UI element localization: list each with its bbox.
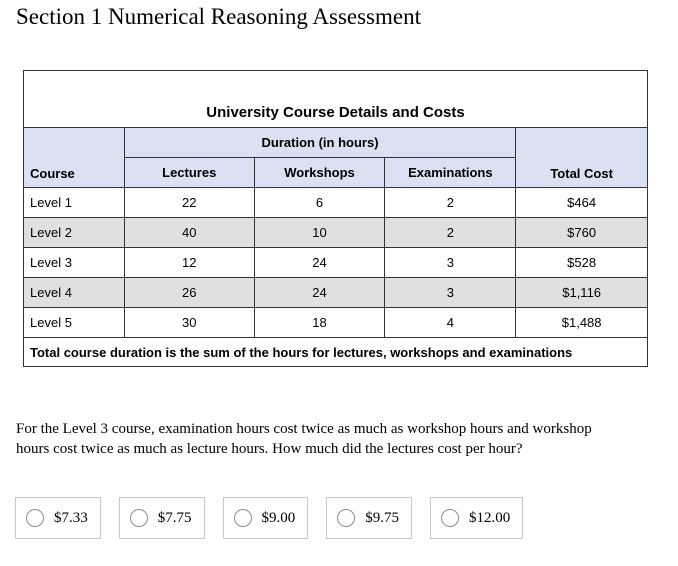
cell-examinations: 2 — [385, 188, 516, 218]
radio-button[interactable] — [26, 509, 44, 527]
answer-option[interactable] — [430, 497, 523, 539]
radio-button[interactable] — [337, 509, 355, 527]
cell-lectures: 26 — [124, 278, 254, 308]
question-text: For the Level 3 course, examination hours cost twice as much as workshop hours and workshop hours cost twice as much as lecture hours. How much did the lectures cost per hour? — [16, 421, 592, 457]
cell-total-cost: $464 — [516, 188, 648, 218]
answer-option[interactable] — [223, 497, 309, 539]
cell-total-cost: $1,488 — [516, 308, 648, 338]
cell-lectures: 40 — [124, 218, 254, 248]
cell-workshops: 10 — [254, 218, 385, 248]
answer-option-label: $9.00 — [261, 509, 296, 526]
table-footer-note: Total course duration is the sum of the hours for lectures, workshops and examinations — [24, 338, 648, 367]
column-header-examinations: Examinations — [385, 158, 516, 188]
table-row — [24, 218, 648, 248]
answer-option-label: $7.75 — [157, 509, 192, 526]
duration-header: Duration (in hours) — [124, 128, 515, 158]
cell-course: Level 5 — [24, 308, 125, 338]
cell-workshops: 24 — [254, 248, 385, 278]
column-header-lectures: Lectures — [124, 158, 254, 188]
cell-total-cost: $528 — [516, 248, 648, 278]
table-row — [24, 278, 648, 308]
cell-lectures: 12 — [124, 248, 254, 278]
answer-option[interactable] — [326, 497, 412, 539]
radio-button[interactable] — [441, 509, 459, 527]
cell-lectures: 30 — [124, 308, 254, 338]
table-row — [24, 188, 648, 218]
table-row — [24, 308, 648, 338]
cell-lectures: 22 — [124, 188, 254, 218]
cell-workshops: 24 — [254, 278, 385, 308]
radio-button[interactable] — [234, 509, 252, 527]
page-title: Section 1 Numerical Reasoning Assessment — [16, 4, 421, 29]
cell-course: Level 4 — [24, 278, 125, 308]
cell-course: Level 3 — [24, 248, 125, 278]
column-header-total-cost: Total Cost — [516, 128, 648, 188]
table-caption: University Course Details and Costs — [24, 71, 648, 128]
cell-examinations: 4 — [385, 308, 516, 338]
radio-button[interactable] — [130, 509, 148, 527]
cell-examinations: 3 — [385, 278, 516, 308]
answer-option-label: $9.75 — [365, 509, 399, 526]
cell-course: Level 1 — [24, 188, 125, 218]
course-details-table — [23, 70, 648, 367]
answer-option-label: $12.00 — [469, 509, 511, 526]
cell-workshops: 18 — [254, 308, 385, 338]
answer-option[interactable] — [119, 497, 205, 539]
answer-option-label: $7.33 — [54, 509, 88, 526]
cell-examinations: 2 — [385, 218, 516, 248]
column-header-workshops: Workshops — [254, 158, 385, 188]
cell-workshops: 6 — [254, 188, 385, 218]
cell-total-cost: $1,116 — [516, 278, 648, 308]
answer-option[interactable] — [15, 497, 101, 539]
answer-options — [15, 497, 523, 539]
cell-course: Level 2 — [24, 218, 125, 248]
cell-examinations: 3 — [385, 248, 516, 278]
table-row — [24, 248, 648, 278]
column-header-course: Course — [24, 128, 125, 188]
cell-total-cost: $760 — [516, 218, 648, 248]
